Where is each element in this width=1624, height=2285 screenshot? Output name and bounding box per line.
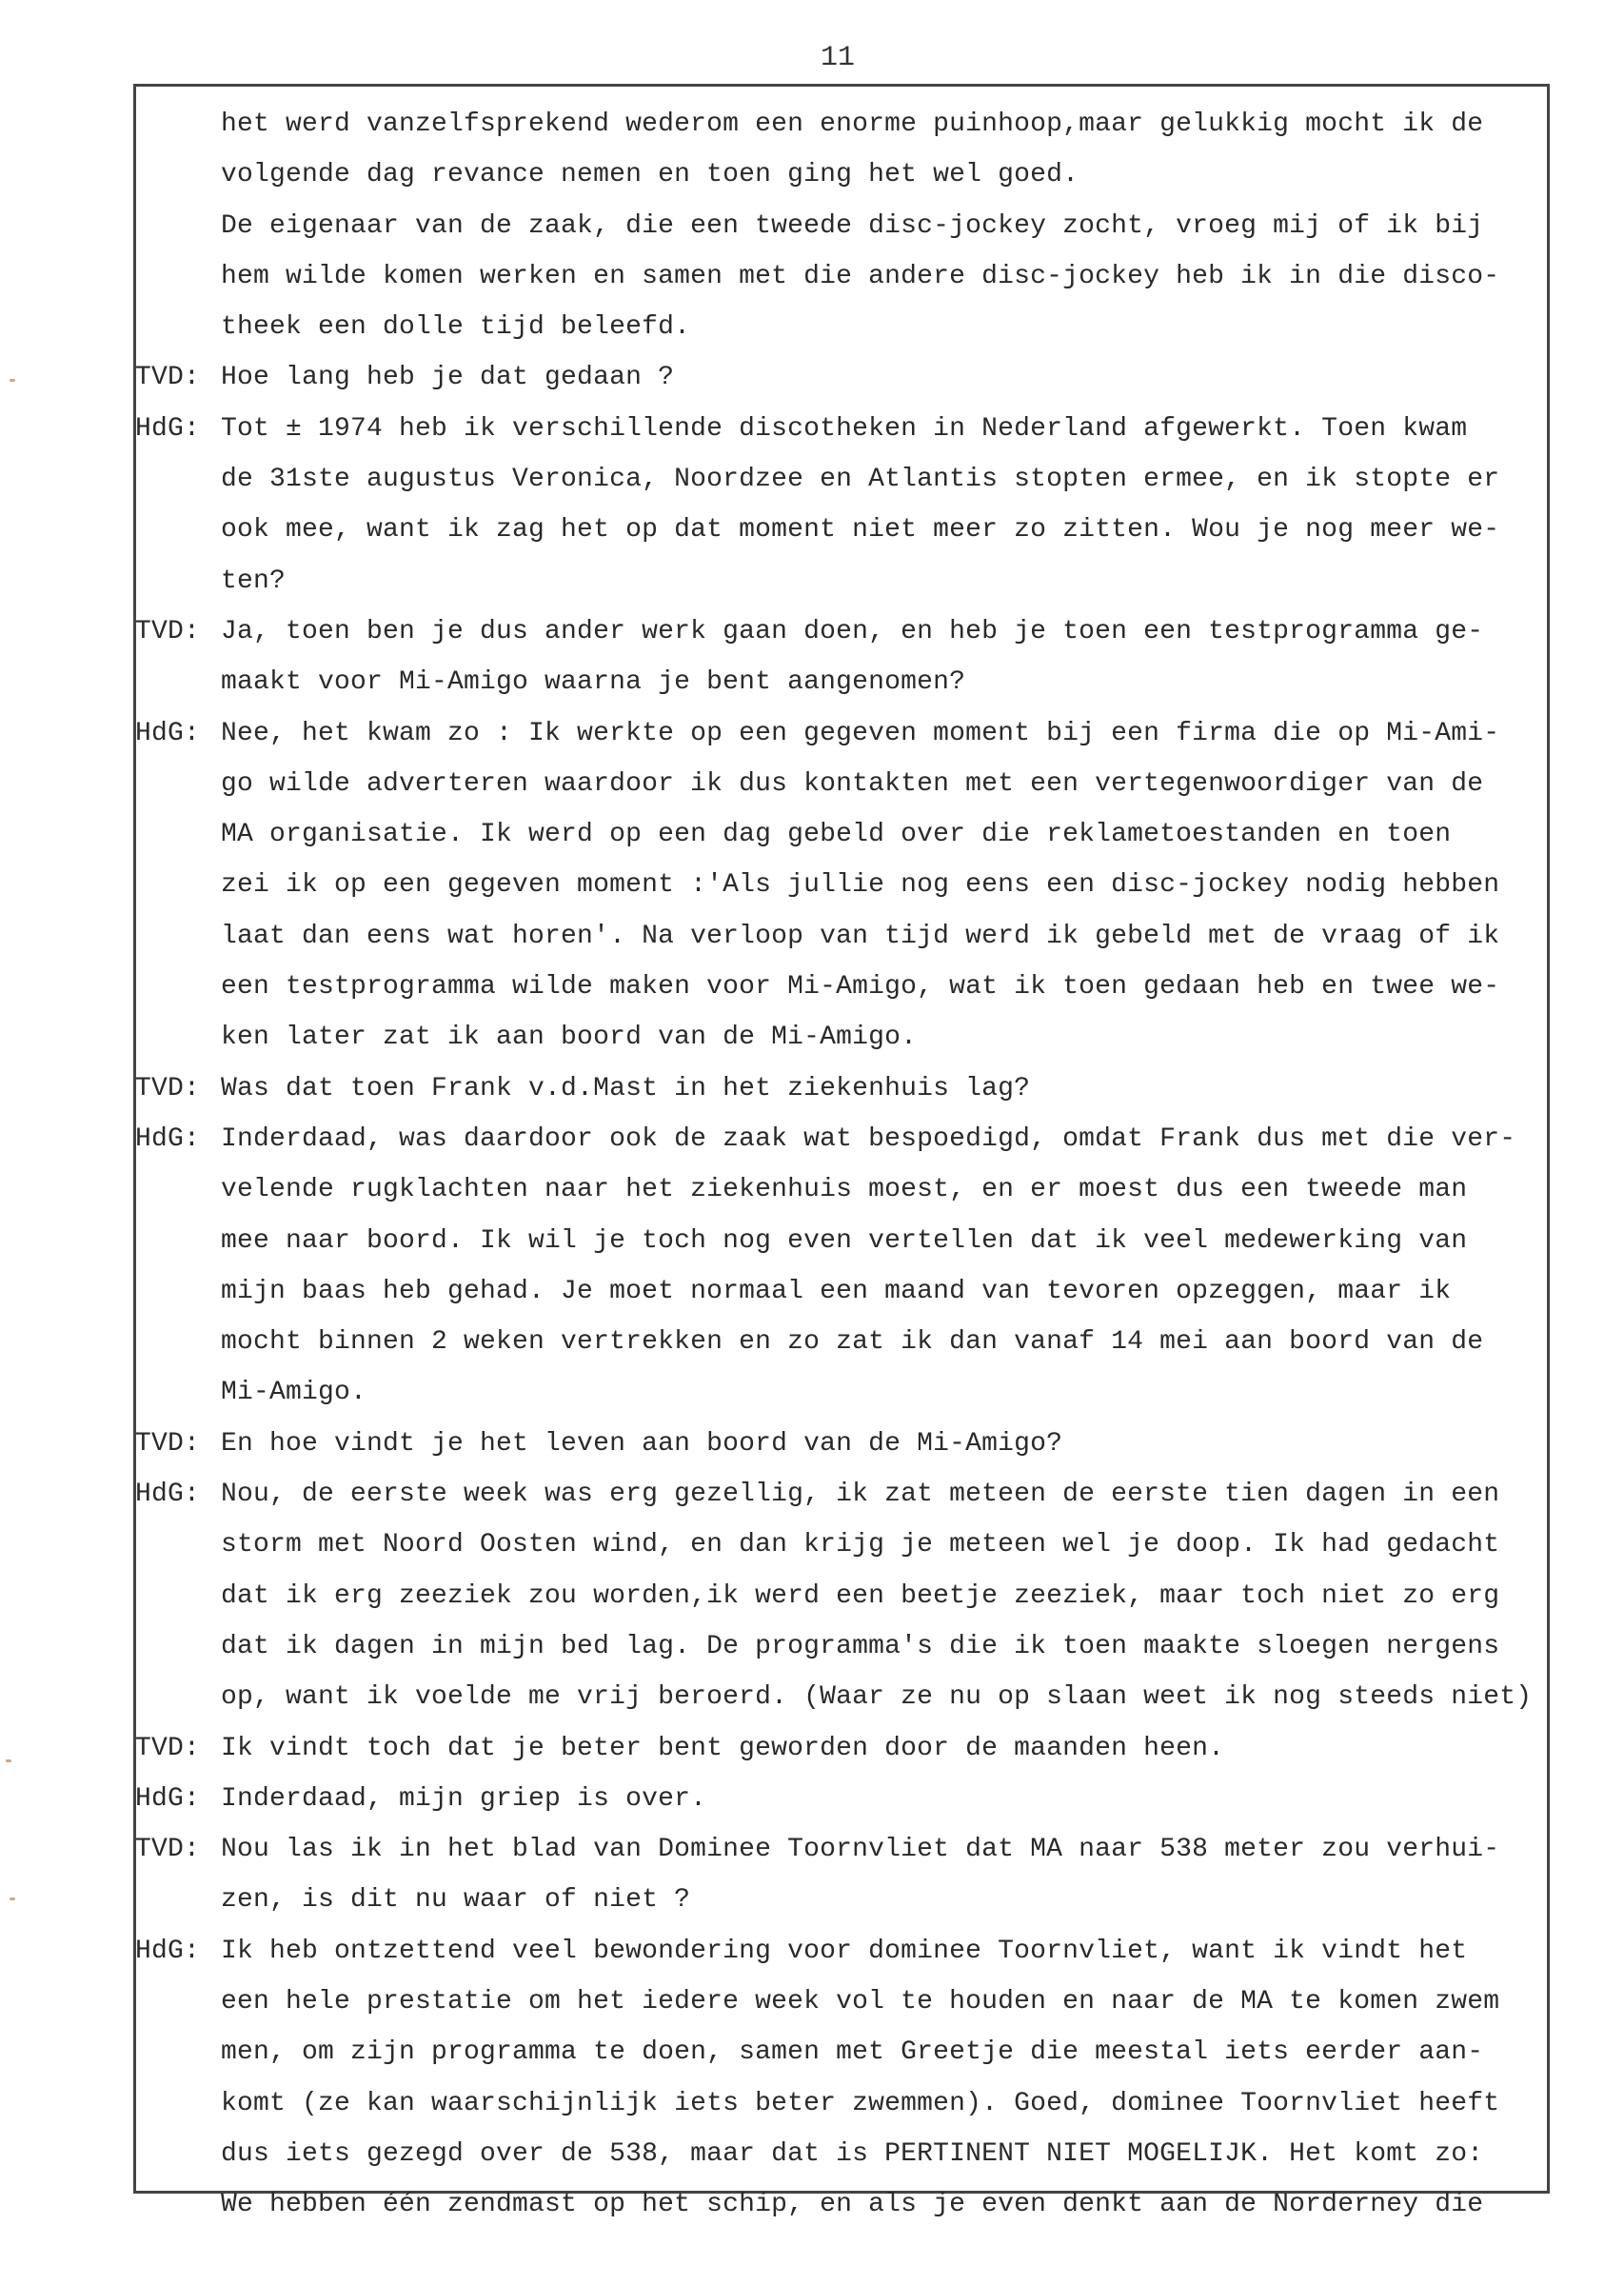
line-text: ken later zat ik aan boord van de Mi-Amigo. [221,1023,918,1053]
transcript-line [133,2027,1550,2077]
line-text: men, om zijn programma te doen, samen met Greetje die meestal iets eerder aan- [221,2037,1484,2068]
transcript-line [133,1216,1550,1266]
line-text: go wilde adverteren waardoor ik dus kontakten met een vertegenwoordiger van de [221,768,1484,799]
speaker-label: TVD: [135,616,201,646]
transcript-line [133,1063,1550,1114]
line-text: Nou las ik in het blad van Dominee Toornvliet dat MA naar 538 meter zou verhui- [221,1835,1500,1865]
transcript-line [133,606,1550,657]
transcript-line [133,505,1550,555]
line-text: Ik vindt toch dat je beter bent geworden door de maanden heen. [221,1733,1225,1763]
transcript-line [133,404,1550,454]
transcript-lines [133,99,1550,2230]
transcript-line [133,759,1550,809]
transcript-line [133,201,1550,251]
line-text: Nou, de eerste week was erg gezellig, ik zat meteen de eerste tien dagen in een [221,1480,1500,1510]
margin-mark [10,379,15,382]
line-text: We hebben één zendmast op het schip, en als je even denkt aan de Norderney die [221,2190,1484,2220]
line-text: mee naar boord. Ik wil je toch nog even vertellen dat ik veel medewerking van [221,1225,1468,1256]
transcript-line [133,251,1550,302]
transcript-line [133,1164,1550,1215]
line-text: ook mee, want ik zag het op dat moment niet meer zo zitten. Wou je nog meer we- [221,515,1500,546]
transcript-line [133,1621,1550,1672]
speaker-label: HdG: [135,1480,201,1510]
transcript-line [133,1114,1550,1164]
line-text: Nee, het kwam zo : Ik werkte op een gegeven moment bij een firma die op Mi-Ami- [221,718,1500,748]
transcript-line [133,302,1550,352]
transcript-line [133,1520,1550,1570]
line-text: de 31ste augustus Veronica, Noordzee en Atlantis stopten ermee, en ik stopte er [221,465,1500,495]
line-text: Ja, toen ben je dus ander werk gaan doen, en heb je toen een testprogramma ge- [221,616,1484,646]
transcript-line [133,1774,1550,1824]
transcript-line [133,2179,1550,2230]
line-text: De eigenaar van de zaak, die een tweede disc-jockey zocht, vroeg mij of ik bij [221,210,1484,241]
transcript-line [133,556,1550,606]
line-text: Was dat toen Frank v.d.Mast in het ziekenhuis lag? [221,1073,1031,1103]
speaker-label: HdG: [135,718,201,748]
transcript-line [133,2129,1550,2179]
line-text: Mi-Amigo. [221,1378,367,1408]
line-text: het werd vanzelfsprekend wederom een enorme puinhoop,maar gelukkig mocht ik de [221,109,1484,139]
transcript-line [133,1824,1550,1875]
line-text: laat dan eens wat horen'. Na verloop van tijd werd ik gebeld met de vraag of ik [221,921,1500,951]
transcript-line [133,1012,1550,1063]
line-text: Inderdaad, was daardoor ook de zaak wat bespoedigd, omdat Frank dus met die ver- [221,1123,1516,1154]
transcript-line [133,1977,1550,2027]
line-text: mijn baas heb gehad. Je moet normaal een maand van tevoren opzeggen, maar ik [221,1276,1452,1306]
line-text: Tot ± 1974 heb ik verschillende discotheken in Nederland afgewerkt. Toen kwam [221,413,1468,444]
speaker-label: TVD: [135,1733,201,1763]
speaker-label: HdG: [135,1783,201,1814]
line-text: mocht binnen 2 weken vertrekken en zo zat ik dan vanaf 14 mei aan boord van de [221,1327,1484,1358]
transcript-line [133,2078,1550,2129]
speaker-label: TVD: [135,1835,201,1865]
line-text: Inderdaad, mijn griep is over. [221,1783,707,1814]
margin-mark [6,1759,11,1762]
transcript-line [133,708,1550,759]
transcript-line [133,1469,1550,1520]
line-text: dus iets gezegd over de 538, maar dat is PERTINENT NIET MOGELIJK. Het komt zo: [221,2138,1484,2169]
speaker-label: HdG: [135,413,201,444]
transcript-line [133,1367,1550,1418]
line-text: zei ik op een gegeven moment :'Als jullie nog eens een disc-jockey nodig hebben [221,870,1500,901]
speaker-label: TVD: [135,363,201,393]
line-text: dat ik erg zeeziek zou worden,ik werd een beetje zeeziek, maar toch niet zo erg [221,1580,1500,1611]
speaker-label: HdG: [135,1123,201,1154]
line-text: storm met Noord Oosten wind, en dan krijg je meteen wel je doop. Ik had gedacht [221,1530,1500,1560]
line-text: op, want ik voelde me vrij beroerd. (Waar ze nu op slaan weet ik nog steeds niet) [221,1682,1533,1713]
line-text: Hoe lang heb je dat gedaan ? [221,363,675,393]
line-text: theek een dolle tijd beleefd. [221,312,691,343]
transcript-line [133,149,1550,200]
line-text: zen, is dit nu waar of niet ? [221,1885,691,1916]
transcript-line [133,454,1550,505]
line-text: En hoe vindt je het leven aan boord van de Mi-Amigo? [221,1428,1063,1459]
transcript-line [133,1926,1550,1977]
transcript-line [133,1317,1550,1367]
line-text: een hele prestatie om het iedere week vol te houden en naar de MA te komen zwem [221,1986,1500,2017]
line-text: volgende dag revance nemen en toen ging het wel goed. [221,160,1079,190]
transcript-line [133,1266,1550,1317]
transcript-line [133,911,1550,962]
line-text: ten? [221,566,287,596]
line-text: maakt voor Mi-Amigo waarna je bent aangenomen? [221,667,966,698]
speaker-label: HdG: [135,1936,201,1966]
line-text: hem wilde komen werken en samen met die andere disc-jockey heb ik in die disco- [221,261,1500,291]
transcript-line [133,962,1550,1012]
transcript-line [133,1419,1550,1469]
speaker-label: TVD: [135,1428,201,1459]
line-text: dat ik dagen in mijn bed lag. De programma's die ik toen maakte sloegen nergens [221,1631,1500,1661]
line-text: Ik heb ontzettend veel bewondering voor dominee Toornvliet, want ik vindt het [221,1936,1468,1966]
page-number: 11 [821,42,856,74]
line-text: MA organisatie. Ik werd op een dag gebeld over die reklametoestanden en toen [221,820,1452,850]
line-text: een testprogramma wilde maken voor Mi-Amigo, wat ik toen gedaan heb en twee we- [221,972,1500,1003]
line-text: komt (ze kan waarschijnlijk iets beter zwemmen). Goed, dominee Toornvliet heeft [221,2088,1500,2118]
speaker-label: TVD: [135,1073,201,1103]
transcript-line [133,1672,1550,1722]
line-text: velende rugklachten naar het ziekenhuis moest, en er moest dus een tweede man [221,1175,1468,1205]
margin-mark [10,1898,15,1900]
transcript-line [133,809,1550,860]
transcript-line [133,99,1550,149]
transcript-line [133,1571,1550,1621]
transcript-line [133,1723,1550,1774]
transcript-line [133,352,1550,403]
transcript-line [133,860,1550,910]
transcript-line [133,1875,1550,1925]
transcript-line [133,657,1550,707]
